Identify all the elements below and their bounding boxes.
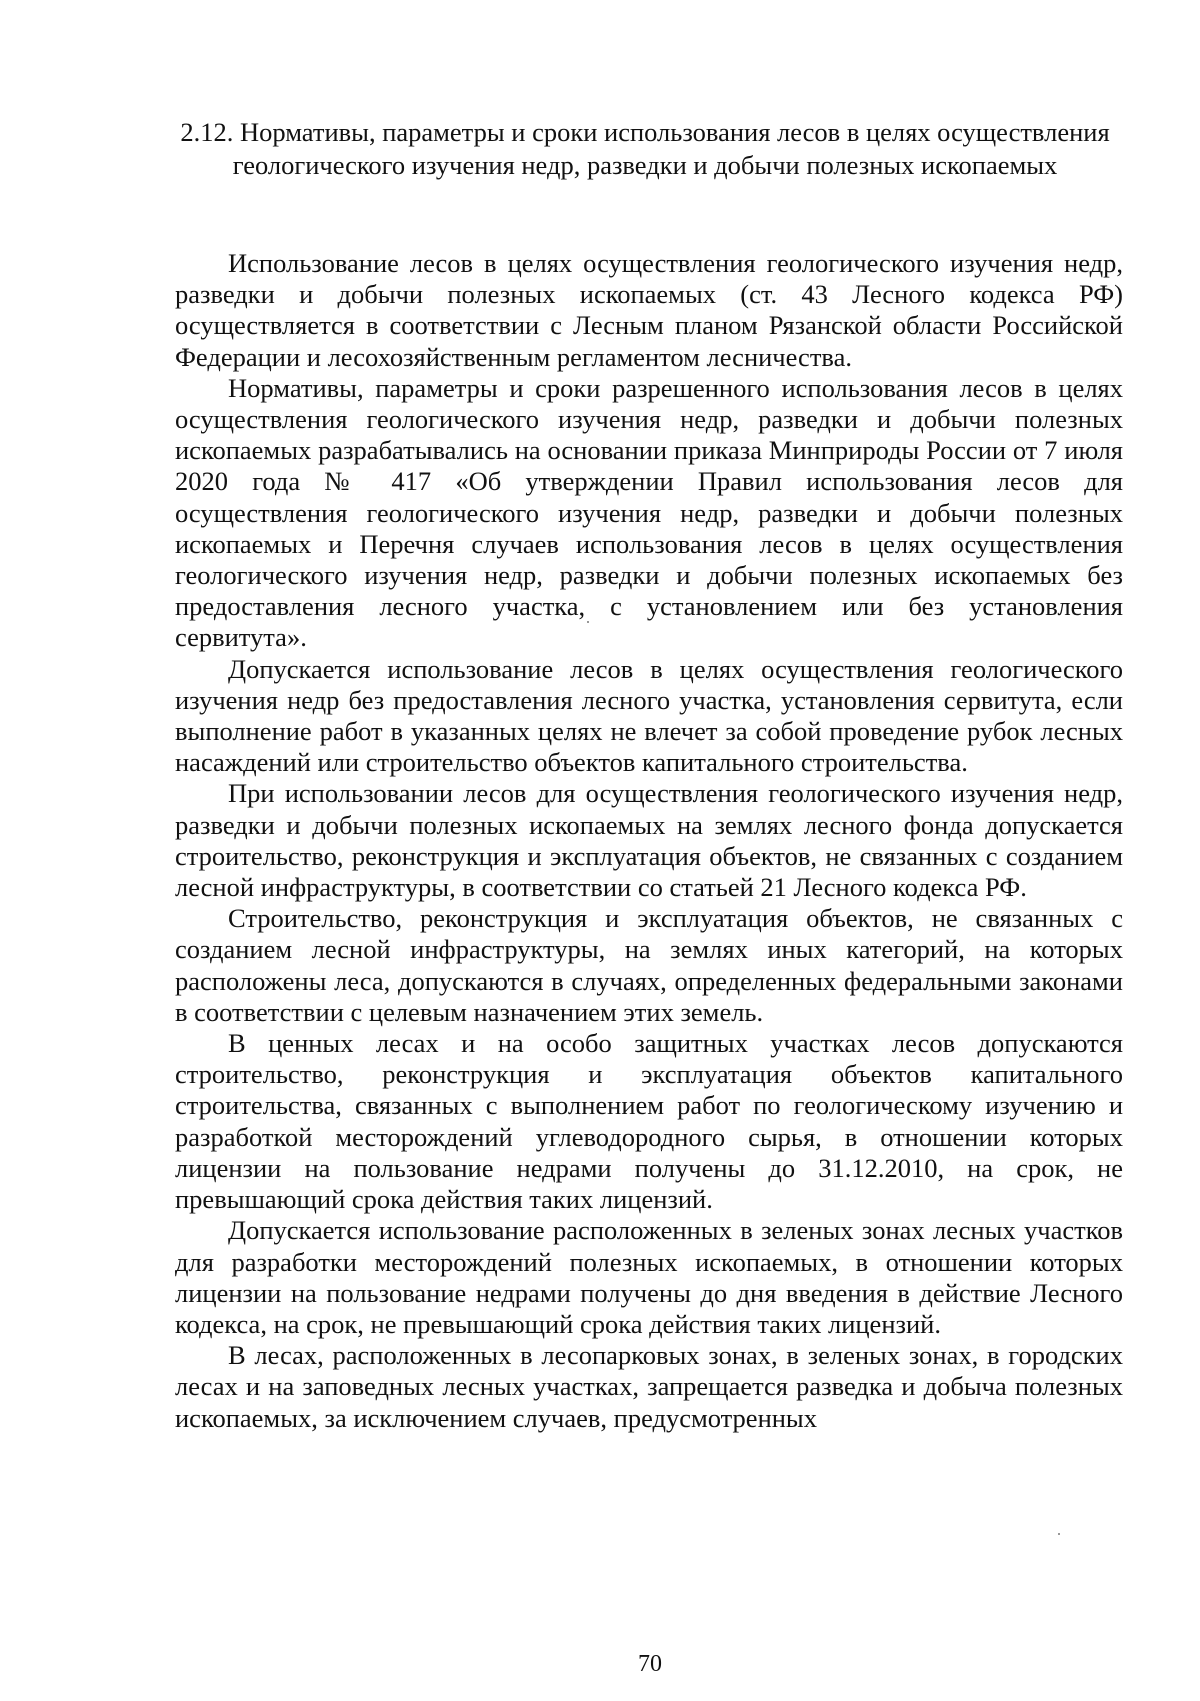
section-title: 2.12. Нормативы, параметры и сроки использования лесов в целях осуществления геологического изучения недр, разведки и добычи полезных ископаемых <box>180 117 1110 180</box>
paragraph-norms-and-order: Нормативы, параметры и сроки разрешенного использования лесов в целях осуществления геологического изучения недр, разведки и добычи полезных ископаемых разрабатывались на основании приказа Минприроды России от 7 июля 2020 года № 417 «Об утверждении Правил использования лесов для осуществления геологического изучения недр, разведки и добычи полезных ископаемых и Перечня случаев использования лесов в целях осуществления геологического изучения недр, разведки и добычи полезных ископаемых без предоставления лесного участка, с установлением или без установления сервитута». <box>175 372 1123 653</box>
document-body <box>175 248 1123 1434</box>
page-number: 70 <box>638 1651 662 1677</box>
scan-dust-mark <box>1058 1533 1060 1535</box>
scan-dust-mark <box>587 621 589 623</box>
paragraph-park-zones-restrictions: В лесах, расположенных в лесопарковых зонах, в зеленых зонах, в городских лесах и на заповедных лесных участках, запрещается разведка и добыча полезных ископаемых, за исключением случаев, предусмотренных <box>175 1340 1123 1433</box>
paragraph-geological-study-without-plot: Допускается использование лесов в целях осуществления геологического изучения недр без предоставления лесного участка, установления сервитута, если выполнение работ в указанных целях не влечет за собой проведение рубок лесных насаждений или строительство объектов капитального строительства. <box>175 653 1123 778</box>
paragraph-valuable-forests: В ценных лесах и на особо защитных участках лесов допускаются строительство, реконструкция и эксплуатация объектов капитального строительства, связанных с выполнением работ по геологическому изучению и разработкой месторождений углеводородного сырья, в отношении которых лицензии на пользование недрами получены до 31.12.2010, на срок, не превышающий срока действия таких лицензий. <box>175 1028 1123 1215</box>
paragraph-forest-use-basis: Использование лесов в целях осуществления геологического изучения недр, разведки и добычи полезных ископаемых (ст. 43 Лесного кодекса РФ) осуществляется в соответствии с Лесным планом Рязанской области Российской Федерации и лесохозяйственным регламентом лесничества. <box>175 248 1123 372</box>
paragraph-construction-on-forest-land: При использовании лесов для осуществления геологического изучения недр, разведки и добычи полезных ископаемых на землях лесного фонда допускается строительство, реконструкция и эксплуатация объектов, не связанных с созданием лесной инфраструктуры, в соответствии со статьей 21 Лесного кодекса РФ. <box>175 778 1123 903</box>
paragraph-green-zones: Допускается использование расположенных в зеленых зонах лесных участков для разработки месторождений полезных ископаемых, в отношении которых лицензии на пользование недрами получены до дня введения в действие Лесного кодекса, на срок, не превышающий срока действия таких лицензий. <box>175 1215 1123 1339</box>
paragraph-other-land-categories: Строительство, реконструкция и эксплуатация объектов, не связанных с созданием лесной инфраструктуры, на землях иных категорий, на которых расположены леса, допускаются в случаях, определенных федеральными законами в соответствии с целевым назначением этих земель. <box>175 903 1123 1027</box>
